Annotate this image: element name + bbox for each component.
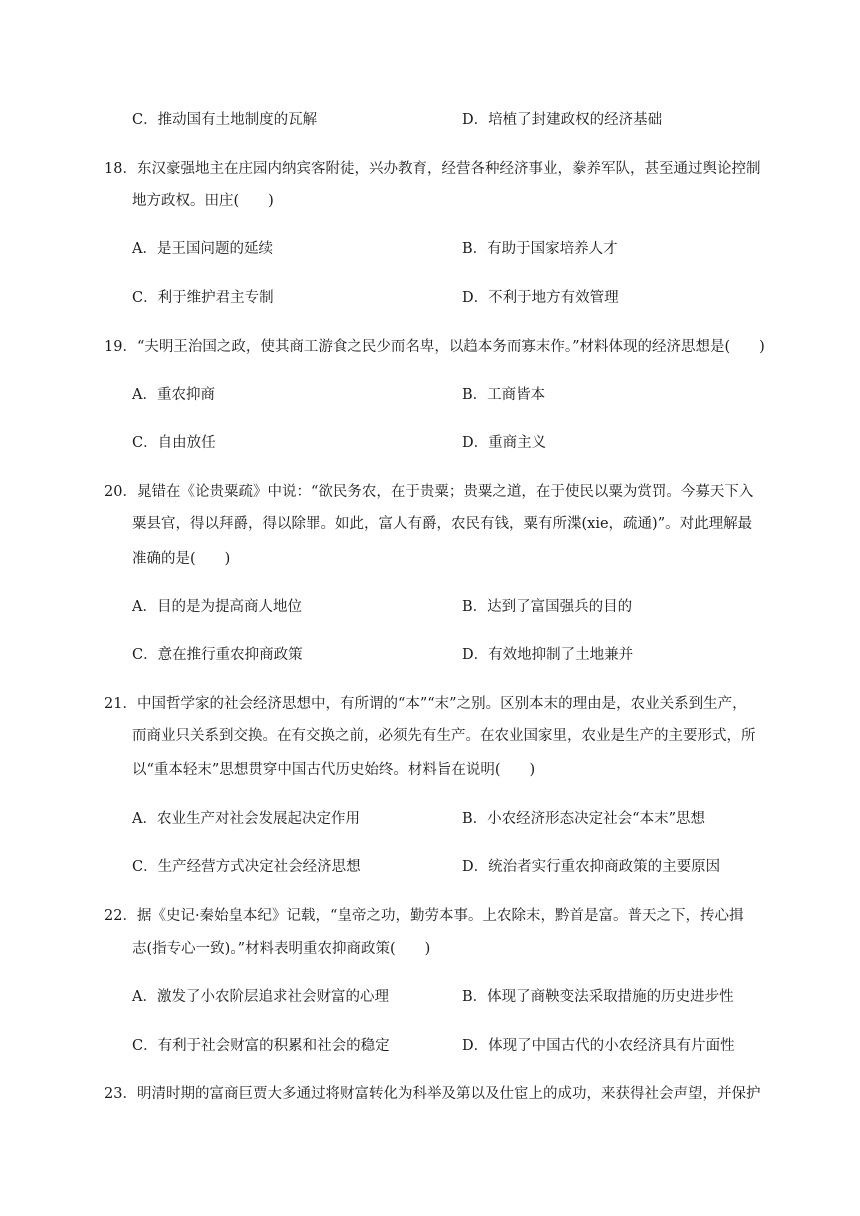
q18-stem-line-1: 18．东汉豪强地主在庄园内纳宾客附徒，兴办教育，经营各种经济事业，豢养军队，甚至通过舆论控制 <box>104 161 761 177</box>
q19-option-a: A．重农抑商 <box>132 387 215 403</box>
q20-option-c: C．意在推行重农抑商政策 <box>132 647 303 663</box>
q17-option-d: D．培植了封建政权的经济基础 <box>462 112 663 128</box>
q21-stem-line-3: 以“重本轻末”思想贯穿中国古代历史始终。材料旨在说明( ) <box>132 762 536 778</box>
q18-option-d: D．不利于地方有效管理 <box>462 290 619 306</box>
q21-option-a: A．农业生产对社会发展起决定作用 <box>132 811 360 827</box>
q19-option-c: C．自由放任 <box>132 435 216 451</box>
q17-option-c: C．推动国有土地制度的瓦解 <box>132 112 318 128</box>
q18-option-c: C．利于维护君主专制 <box>132 290 274 306</box>
q18-option-a: A．是王国问题的延续 <box>132 241 273 257</box>
q18-stem-line-2: 地方政权。田庄( ) <box>132 193 274 209</box>
q22-option-a: A．激发了小农阶层追求社会财富的心理 <box>132 989 389 1005</box>
q22-option-d: D．体现了中国古代的小农经济具有片面性 <box>462 1038 735 1054</box>
q18-option-b: B．有助于国家培养人才 <box>462 241 618 257</box>
q22-option-b: B．体现了商鞅变法采取措施的历史进步性 <box>462 989 734 1005</box>
q20-stem-line-3: 准确的是( ) <box>132 551 231 567</box>
q21-stem-line-1: 21．中国哲学家的社会经济思想中，有所谓的“本”“末”之别。区别本末的理由是，农业关系到生产， <box>104 696 747 712</box>
q20-stem-line-1: 20．晁错在《论贵粟疏》中说：“欲民务农，在于贵粟；贵粟之道，在于使民以粟为赏罚。今募天下入 <box>104 484 754 500</box>
q23-stem-line-1: 23．明清时期的富商巨贾大多通过将财富转化为科举及第以及仕宦上的成功，来获得社会声望，并保护 <box>104 1086 761 1102</box>
q20-option-b: B．达到了富国强兵的目的 <box>462 599 633 615</box>
q20-option-d: D．有效地抑制了土地兼并 <box>462 647 634 663</box>
q21-option-c: C．生产经营方式决定社会经济思想 <box>132 859 361 875</box>
q21-option-b: B．小农经济形态决定社会“本末”思想 <box>462 811 705 827</box>
q22-stem-line-1: 22．据《史记·秦始皇本纪》记载，“皇帝之功，勤劳本事。上农除末，黔首是富。普天之下，抟心揖 <box>104 908 744 924</box>
q21-stem-line-2: 而商业只关系到交换。在有交换之前，必须先有生产。在农业国家里，农业是生产的主要形式，所 <box>132 728 756 744</box>
q21-option-d: D．统治者实行重农抑商政策的主要原因 <box>462 859 721 875</box>
q19-option-d: D．重商主义 <box>462 435 547 451</box>
q20-option-a: A．目的是为提高商人地位 <box>132 599 302 615</box>
q19-stem-line-1: 19．“夫明王治国之政，使其商工游食之民少而名卑，以趋本务而寡末作。”材料体现的经济思想是( ) <box>104 339 765 355</box>
q20-stem-line-2: 粟县官，得以拜爵，得以除罪。如此，富人有爵，农民有钱，粟有所渫(xie，疏通)”。对此理解最 <box>132 516 753 532</box>
q22-option-c: C．有利于社会财富的积累和社会的稳定 <box>132 1038 390 1054</box>
q19-option-b: B．工商皆本 <box>462 387 546 403</box>
q22-stem-line-2: 志(指专心一致)。”材料表明重农抑商政策( ) <box>132 941 431 957</box>
